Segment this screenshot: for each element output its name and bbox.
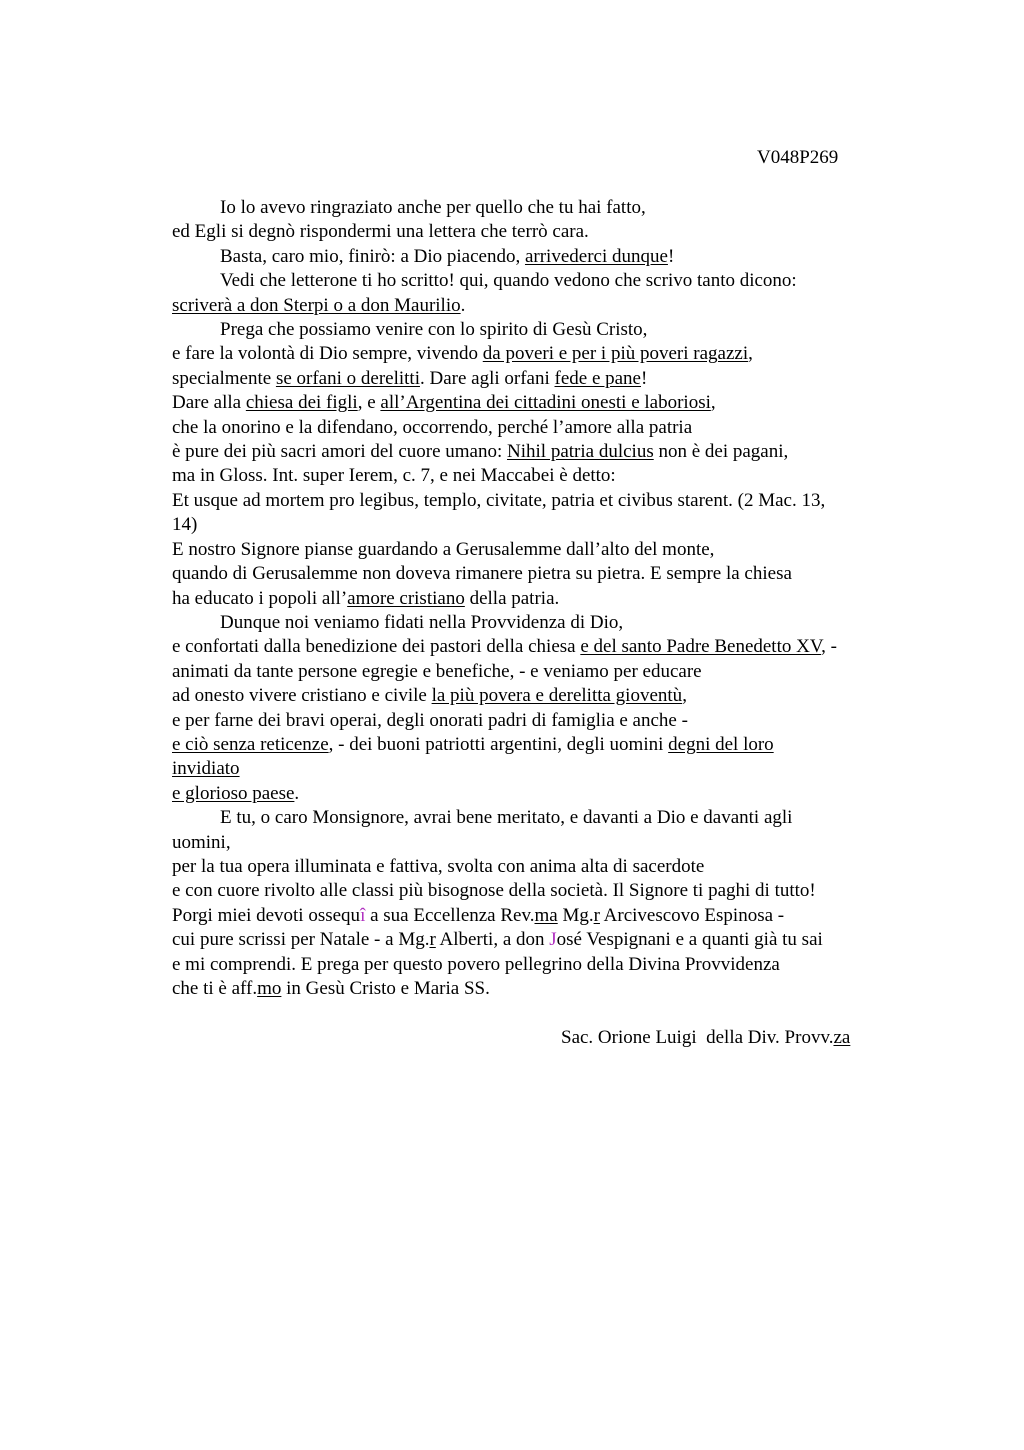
underlined-text: scriverà a don Sterpi o a don Maurilio [172, 294, 461, 316]
underlined-text: da poveri e per i più poveri ragazzi [482, 343, 749, 365]
text-line [172, 635, 892, 659]
text-segment: cui pure scrissi per Natale - a Mg. [172, 929, 430, 951]
text-segment: , [748, 343, 753, 365]
text-segment: , [710, 392, 716, 414]
text-segment: e con cuore rivolto alle classi più bisognose della società. Il Signore ti paghi di tutto! [172, 880, 816, 902]
text-segment: che ti è aff. [172, 978, 258, 999]
text-segment: ! [667, 245, 675, 267]
text-line [172, 806, 892, 830]
text-line [172, 269, 892, 293]
underlined-text: all’Argentina dei cittadini onesti e laboriosi [380, 392, 711, 414]
text-line [172, 977, 892, 1001]
text-segment: Prega che possiamo venire con lo spirito di Gesù Cristo, [220, 319, 648, 341]
text-segment: e per farne dei bravi operai, degli onorati padri di famiglia e anche - [172, 709, 688, 731]
text-segment: che la onorino e la difendano, occorrendo, perché l’amore alla patria [172, 416, 693, 438]
text-segment: a sua Eccellenza Rev. [365, 904, 535, 926]
underlined-text: la più povera e derelitta gioventù [431, 685, 683, 707]
text-line [172, 684, 892, 708]
highlighted-char: î [360, 904, 366, 926]
text-line [172, 245, 892, 269]
text-segment: specialmente [172, 367, 276, 389]
underlined-text: invidiato [172, 758, 240, 780]
text-line [172, 904, 892, 928]
text-segment: ed Egli si degnò rispondermi una lettera che terrò cara. [172, 221, 589, 243]
underlined-text: arrivederci dunque [524, 245, 668, 267]
text-segment: , [682, 685, 687, 707]
text-segment: . [294, 782, 300, 804]
underlined-text: Nihil patria dulcius [507, 441, 654, 463]
text-line [172, 928, 892, 952]
text-segment: e fare la volontà di Dio sempre, vivendo [172, 343, 483, 365]
underlined-text: r [593, 904, 600, 926]
text-line [172, 489, 892, 513]
text-line [172, 831, 892, 855]
text-line [172, 294, 892, 318]
text-line [172, 318, 892, 342]
text-segment: Arcivescovo Espinosa - [599, 904, 785, 926]
text-segment: Io lo avevo ringraziato anche per quello che tu hai fatto, [220, 197, 646, 218]
text-segment: 14) [172, 514, 198, 536]
text-segment: . [460, 294, 466, 316]
text-line [172, 782, 892, 806]
text-line [172, 367, 892, 391]
text-segment: Dare alla [172, 392, 246, 414]
underlined-text: degni del loro [668, 733, 774, 755]
text-line [172, 513, 892, 537]
text-segment: , e [357, 392, 381, 414]
text-line [172, 611, 892, 635]
text-segment: in Gesù Cristo e Maria SS. [281, 978, 490, 999]
text-segment: e confortati dalla benedizione dei pastori della chiesa [172, 636, 581, 658]
text-segment: per la tua opera illuminata e fattiva, svolta con anima alta di sacerdote [172, 855, 705, 877]
text-segment: ! [641, 367, 648, 389]
text-segment: è pure dei più sacri amori del cuore umano: [172, 441, 508, 463]
underlined-text: mo [257, 978, 282, 999]
text-line [172, 342, 892, 366]
text-line [172, 416, 892, 440]
text-line [172, 196, 892, 220]
underlined-text: ma [534, 904, 558, 926]
text-segment: della patria. [464, 587, 560, 609]
text-segment: . Dare agli orfani [419, 367, 555, 389]
underlined-text: e glorioso paese [172, 782, 295, 804]
text-line [172, 538, 892, 562]
text-line [172, 391, 892, 415]
text-segment: Porgi miei devoti ossequ [172, 904, 361, 926]
text-line [172, 953, 892, 977]
underlined-text: e del santo Padre Benedetto XV [580, 636, 822, 658]
underlined-text: amore cristiano [347, 587, 465, 609]
text-line [172, 879, 892, 903]
text-segment: Basta, caro mio, finirò: a Dio piacendo, [220, 245, 525, 267]
text-segment: e mi comprendi. E prega per questo povero pellegrino della Divina Provvidenza [172, 953, 780, 975]
text-line [172, 562, 892, 586]
text-segment: Alberti, a don [435, 929, 550, 951]
text-segment: Vedi che letterone ti ho scritto! qui, quando vedono che scrivo tanto dicono: [220, 270, 797, 292]
text-segment: Et usque ad mortem pro legibus, templo, civitate, patria et civibus starent. (2 Mac. 13, [172, 489, 826, 511]
text-line [172, 587, 892, 611]
text-line [172, 855, 892, 879]
text-segment: , - dei buoni patriotti argentini, degli uomini [328, 733, 669, 755]
text-segment: E nostro Signore pianse guardando a Gerusalemme dall’alto del monte, [172, 538, 715, 560]
text-segment: , - [821, 636, 837, 658]
text-segment: Dunque noi veniamo fidati nella Provvidenza di Dio, [220, 611, 624, 633]
text-segment: Mg. [557, 904, 594, 926]
underlined-text: chiesa dei figli [245, 392, 358, 414]
text-line [172, 464, 892, 488]
signature-text: Sac. Orione Luigi della Div. Provv. [561, 1027, 834, 1048]
signature-line [561, 1026, 850, 1050]
text-segment: non è dei pagani, [653, 441, 789, 463]
text-segment: ha educato i popoli all’ [172, 587, 348, 609]
underlined-text: r [429, 929, 436, 951]
text-segment: uomini, [172, 831, 231, 853]
text-line [172, 709, 892, 733]
text-segment: E tu, o caro Monsignore, avrai bene meritato, e davanti a Dio e davanti agli [220, 807, 793, 829]
underlined-text: se orfani o derelitti [275, 367, 420, 389]
underlined-text: e ciò senza reticenze [172, 733, 329, 755]
page-identifier: V048P269 [757, 147, 839, 168]
text-segment: ma in Gloss. Int. super Ierem, c. 7, e nei Maccabei è detto: [172, 465, 616, 487]
text-segment: quando di Gerusalemme non doveva rimanere pietra su pietra. E sempre la chiesa [172, 563, 792, 585]
text-line [172, 757, 892, 781]
letter-body [172, 196, 892, 1001]
underlined-text: fede e pane [554, 367, 641, 389]
text-line [172, 220, 892, 244]
text-segment: osé Vespignani e a quanti già tu sai [556, 929, 823, 951]
text-segment: ad onesto vivere cristiano e civile [172, 685, 432, 707]
text-line [172, 660, 892, 684]
text-segment: animati da tante persone egregie e benefiche, - e veniamo per educare [172, 660, 702, 682]
highlighted-char: J [549, 929, 557, 951]
text-line [172, 440, 892, 464]
signature-abbrev: za [833, 1027, 851, 1048]
text-line [172, 733, 892, 757]
